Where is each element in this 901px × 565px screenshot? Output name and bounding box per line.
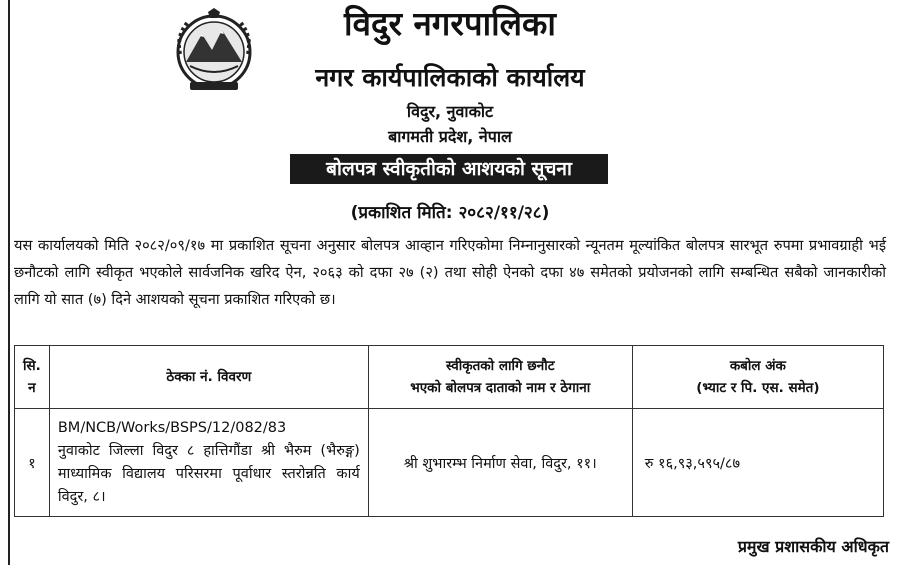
office-title: नगर कार्यपालिकाको कार्यालय	[315, 63, 585, 92]
table-row	[15, 409, 884, 517]
header-serial-line1: सि.	[23, 358, 41, 374]
cell-amount: रु १६,९३,५९५/८७	[632, 409, 883, 517]
header-serial	[15, 346, 50, 409]
header-bidder-line2: भएको बोलपत्र दाताको नाम र ठेगाना	[410, 380, 591, 396]
signatory-title: प्रमुख प्रशासकीय अधिकृत	[737, 537, 889, 556]
bid-table	[14, 345, 884, 517]
header-amount-line1: कबोल अंक	[729, 358, 786, 374]
published-date: (प्रकाशित मिति: २०८२/११/२८)	[350, 203, 550, 223]
contract-number: BM/NCB/Works/BSPS/12/082/83	[57, 419, 287, 436]
notice-title-banner: बोलपत्र स्वीकृतीको आशयको सूचना	[290, 154, 608, 184]
address-line-2: बागमती प्रदेश, नेपाल	[388, 127, 512, 146]
address-line-1: विदुर, नुवाकोट	[406, 102, 494, 121]
header-contract: ठेक्का नं. विवरण	[49, 346, 368, 409]
header-amount-line2: (भ्याट र पि. एस. समेत)	[696, 380, 820, 396]
table-header-row	[15, 346, 884, 409]
cell-serial: १	[15, 409, 50, 517]
nepal-emblem-icon	[170, 6, 258, 94]
header-bidder-line1: स्वीकृतको लागि छनौट	[445, 358, 555, 374]
cell-bidder: श्री शुभारम्भ निर्माण सेवा, विदुर, ११।	[368, 409, 632, 517]
header-serial-line2: न	[28, 380, 36, 396]
notice-body: यस कार्यालयको मिति २०८२/०९/१७ मा प्रकाशित सूचना अनुसार बोलपत्र आव्हान गरिएकोमा निम्नानुसारको न्यूनतम मूल्यांकित बोलपत्र सारभूत रुपमा प्रभावग्राही भई छनौटको लागि स्वीकृत भएकोले सार्वजनिक खरिद ऐन, २०६३ को दफा २७ (२) तथा सोही ऐनको दफा ४७ समेतको प्रयोजनको लागि सम्बन्धित सबैको जानकारीको लागि यो सात (७) दिने आशयको सूचना प्रकाशित गरिएको छ।	[14, 237, 886, 308]
header-bidder	[368, 346, 632, 409]
cell-contract	[49, 409, 368, 517]
header-amount	[632, 346, 883, 409]
municipality-title: विदुर नगरपालिका	[344, 4, 556, 43]
contract-description: नुवाकोट जिल्ला विदुर ८ हात्तिगौंडा श्री भैरुम (भैरुङ्ग) माध्यामिक विद्यालय परिसरमा पूर्वाधार स्तरोन्नति कार्य विदुर, ८।	[57, 442, 360, 505]
page-border-line	[8, 0, 10, 565]
